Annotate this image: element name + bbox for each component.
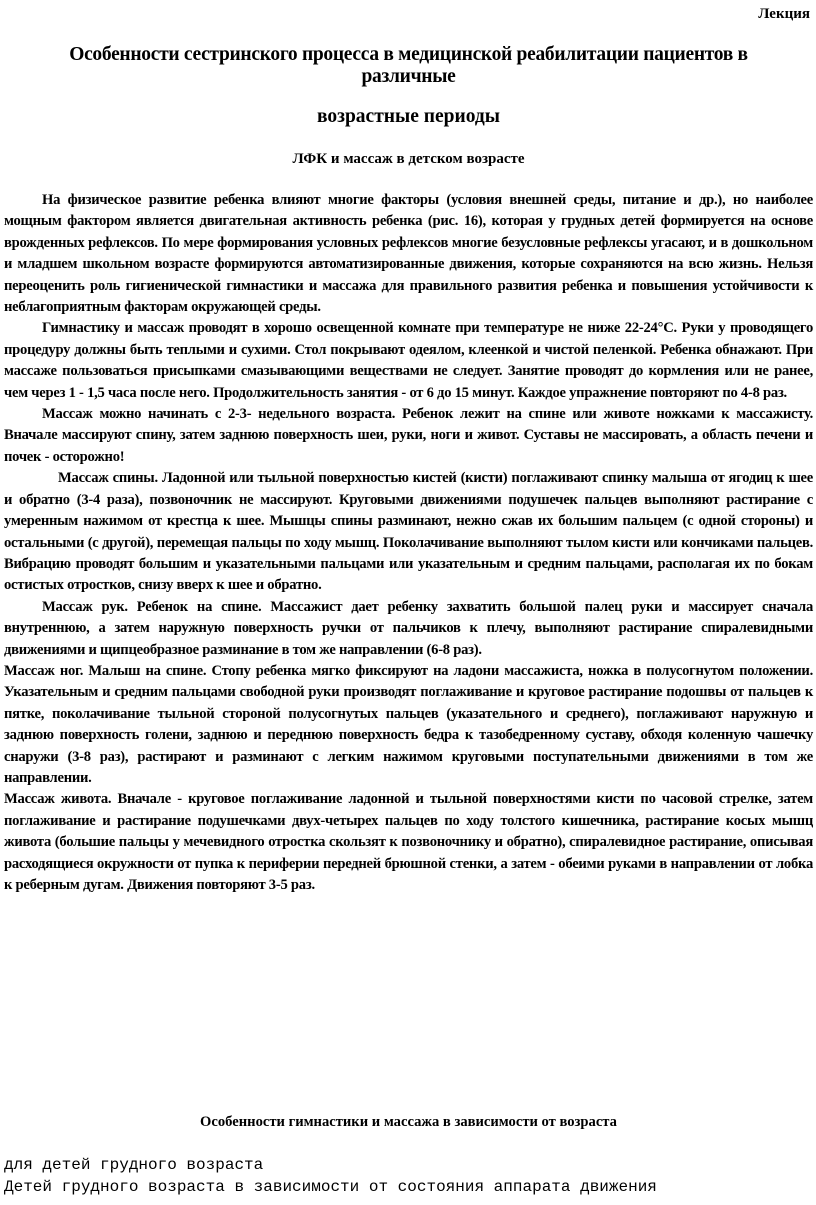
paragraph-physical-development: На физическое развитие ребенка влияют многие факторы (условия внешней среды, питание и др.), но наиболее мощным фактором является двигательная активность ребенка (рис. 16), которая у грудных детей формируется на основе врожденных рефлексов. По мере формирования условных рефлексов многие безусловные рефлексы угасают, и в дошкольном и младшем школьном возрасте формируются автоматизированные движения, которые сохраняются на всю жизнь. Нельзя переоценить роль гигиенической гимнастики и массажа для правильного развития ребенка и повышения устойчивости к неблагоприятным факторам окружающей среды.	[4, 192, 813, 316]
massage-lead: Массаж	[42, 406, 93, 423]
body-text	[4, 190, 813, 896]
mono-line-1: для детей грудного возраста	[4, 1156, 264, 1174]
back-massage-lead: Массаж спины.	[58, 470, 158, 487]
paragraph-leg-massage	[4, 661, 813, 789]
section-heading-lfk: ЛФК и массаж в детском возрасте	[292, 151, 525, 167]
title-line-2: различные	[361, 66, 456, 87]
paragraph-gymnastics-conditions: Гимнастику и массаж проводят в хорошо освещенной комнате при температуре не ниже 22-24°С. Руки у проводящего процедуру должны быть теплыми и сухими. Стол покрывают одеялом, клеенкой и чистой пеленкой. Ребенка обнажают. При массаже пользоваться присыпками смазывающими веществами не следует. Занятие проводят до кормления или не ранее, чем через 1 - 1,5 часа после него. Продолжительность занятия - от 6 до 15 минут. Каждое упражнение повторяют по 4-8 раз.	[4, 320, 813, 401]
section-heading-age-features: Особенности гимнастики и массажа в зависимости от возраста	[200, 1114, 617, 1130]
paragraph-massage-start	[4, 404, 813, 468]
lecture-label: Лекция	[758, 6, 810, 22]
mono-line-2: Детей грудного возраста в зависимости от состояния аппарата движения	[4, 1178, 657, 1196]
abdomen-massage-text: Вначале - круговое поглаживание ладонной и тыльной поверхностями кисти по часовой стрелке, затем поглаживание и растирание подушечками двух-четырех пальцев по ходу толстого кишечника, растирание косых мышц живота (большие пальцы у мечевидного отростка скользят к позвоночнику и обратно), спиралевидное растирание, описывая расходящиеся окружности от пупка к периферии передней брюшной стенки, а затем - обеими руками в направлении от лобка к реберным дугам. Движения повторяют 3-5 раз.	[4, 791, 813, 893]
paragraph-abdomen-massage	[4, 789, 813, 896]
arm-massage-text: Ребенок на спине. Массажист дает ребенку захватить большой палец руки и массирует сначала внутреннюю, а затем наружную поверхность ручки от пальчиков к плечу, выполняют растирание спиралевидными движениями и щипцеобразное разминание в том же направлении (6-8 раз).	[4, 598, 813, 658]
title-line-1: Особенности сестринского процесса в медицинской реабилитации пациентов в	[69, 44, 748, 65]
leg-massage-text: Малыш на спине. Стопу ребенка мягко фиксируют на ладони массажиста, ножка в полусогнутом положении. Указательным и средним пальцами свободной руки производят поглаживание и круговое растирание подошвы от пальцев к пятке, поколачивание тыльной стороной полусогнутых пальцев (указательного и среднего), поглаживают наружную и заднюю поверхность голени, заднюю и переднюю поверхность бедра к тазобедренному суставу, обходя коленную чашечку снаружи (3-8 раз), растирают и разминают с легким нажимом круговыми поступательными движениями в том же направлении.	[4, 662, 813, 786]
monospace-notes	[4, 1154, 813, 1198]
paragraph-back-massage	[4, 468, 813, 596]
back-massage-text: Ладонной или тыльной поверхностью кистей (кисти) поглаживают спинку малыша от ягодиц к шее и обратно (3-4 раза), позвоночник не массируют. Круговыми движениями подушечек пальцев выполняют растирание с умеренным нажимом от крестца к шее. Мышцы спины разминают, нежно сжав их большим пальцем (с одной стороны) и остальными (с другой), перемещая пальцы по ходу мышц. Поколачивание выполняют тылом кисти или кончиками пальцев. Вибрацию проводят большим и указательными пальцами или указательным и средним пальцами, располагая их по бокам остистых отростков, снизу вверх к шее и обратно.	[4, 470, 813, 594]
arm-massage-lead: Массаж рук.	[42, 598, 128, 615]
leg-massage-lead: Массаж ног.	[4, 662, 84, 679]
title-line-3: возрастные периоды	[316, 106, 501, 127]
paragraph-arm-massage	[4, 597, 813, 661]
abdomen-massage-lead: Массаж живота.	[4, 791, 112, 808]
document-title	[4, 44, 813, 88]
massage-text: можно начинать с 2-3- недельного возраста. Ребенок лежит на спине или животе ножками к массажисту. Вначале массируют спину, затем заднюю поверхность шеи, руки, ноги и живот. Суставы не массировать, а область печени и почек - осторожно!	[4, 406, 813, 465]
